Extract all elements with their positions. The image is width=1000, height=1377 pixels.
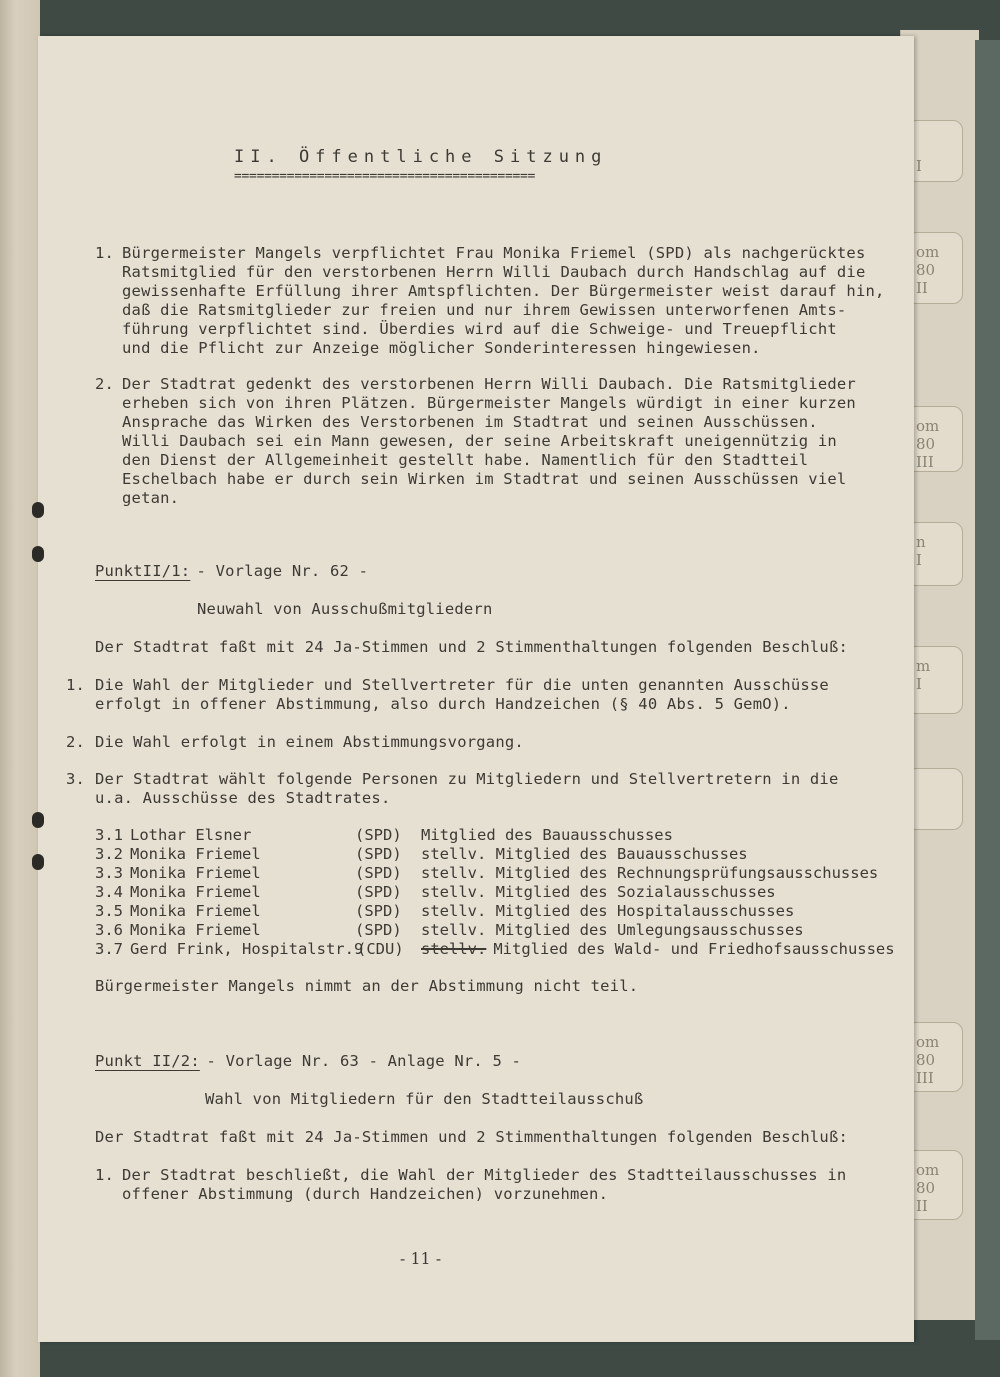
- paragraph-line: Der Stadtrat beschließt, die Wahl der Mitglieder des Stadtteilausschusses in: [122, 1166, 847, 1184]
- paragraph-line: u.a. Ausschüsse des Stadtrates.: [95, 789, 391, 807]
- member-name: Gerd Frink, Hospitalstr.9: [130, 940, 364, 958]
- index-tab-text: om: [916, 1033, 940, 1051]
- index-tab-text: om: [916, 1161, 940, 1179]
- member-role: stellv. Mitglied des Umlegungsausschusses: [421, 921, 804, 939]
- member-party: (CDU): [357, 940, 404, 958]
- page-number: - 11 -: [400, 1250, 442, 1268]
- member-name: Monika Friemel: [130, 921, 261, 939]
- index-tab-text: I: [916, 675, 922, 693]
- agenda-item-vorlage: - Vorlage Nr. 63 - Anlage Nr. 5 -: [197, 1052, 522, 1070]
- member-number: 3.2: [95, 845, 123, 863]
- note-text: Bürgermeister Mangels nimmt an der Abstimmung nicht teil.: [95, 977, 639, 995]
- binder-spine: [0, 0, 40, 1377]
- member-role: stellv. Mitglied des Bauausschusses: [421, 845, 748, 863]
- member-row: [95, 845, 748, 864]
- member-role: stellv. Mitglied des Sozialausschusses: [421, 883, 776, 901]
- index-tab-text: II: [916, 1197, 928, 1215]
- index-tab-text: 80: [916, 261, 936, 279]
- member-number: 3.6: [95, 921, 123, 939]
- paragraph-line: getan.: [122, 489, 180, 507]
- index-tab-text: om: [916, 243, 940, 261]
- member-role: stellv. Mitglied des Rechnungsprüfungsausschusses: [421, 864, 879, 882]
- member-row: [95, 940, 895, 959]
- index-tab-text: II: [916, 279, 928, 297]
- member-name: Monika Friemel: [130, 864, 261, 882]
- paragraph-line: offener Abstimmung (durch Handzeichen) vorzunehmen.: [122, 1185, 609, 1203]
- member-number: 3.7: [95, 940, 123, 958]
- agenda-item-label: PunktII/1:: [95, 562, 191, 580]
- member-party: (SPD): [355, 845, 402, 863]
- paragraph-line: erheben sich von ihren Plätzen. Bürgermeister Mangels würdigt in einer kurzen: [122, 394, 856, 412]
- paragraph-line: und die Pflicht zur Anzeige möglicher Sonderinteressen hingewiesen.: [122, 339, 761, 357]
- member-row: [95, 864, 879, 883]
- paragraph-line: Die Wahl der Mitglieder und Stellvertreter für die unten genannten Ausschüsse: [95, 676, 829, 694]
- member-role: Mitglied des Wald- und Friedhofsausschusses: [484, 940, 895, 958]
- paragraph-line: Der Stadtrat gedenkt des verstorbenen Herrn Willi Daubach. Die Ratsmitglieder: [122, 375, 856, 393]
- agenda-item-subject: Neuwahl von Ausschußmitgliedern: [197, 600, 493, 618]
- member-name: Lothar Elsner: [130, 826, 252, 844]
- paragraph-line: Eschelbach habe er durch sein Wirken im Stadtrat und seinen Ausschüssen viel: [122, 470, 847, 488]
- paragraph-line: Ansprache das Wirken des Verstorbenen im Stadtrat und seinen Ausschüssen.: [122, 413, 818, 431]
- punch-hole: [32, 854, 44, 870]
- paragraph-line: erfolgt in offener Abstimmung, also durch Handzeichen (§ 40 Abs. 5 GemO).: [95, 695, 791, 713]
- index-tab-text: n: [916, 533, 926, 551]
- item-number: 1.: [95, 244, 115, 262]
- resolution-text: Der Stadtrat faßt mit 24 Ja-Stimmen und 2 Stimmenthaltungen folgenden Beschluß:: [95, 638, 849, 656]
- paragraph-line: Willi Daubach sei ein Mann gewesen, der seine Arbeitskraft uneigennützig in: [122, 432, 837, 450]
- index-tab-text: III: [916, 453, 934, 471]
- paragraph-line: Der Stadtrat wählt folgende Personen zu Mitgliedern und Stellvertretern in die: [95, 770, 839, 788]
- member-party: (SPD): [355, 902, 402, 920]
- member-number: 3.1: [95, 826, 123, 844]
- index-tab-text: I: [916, 551, 922, 569]
- struck-out-text: stellv.: [421, 940, 487, 958]
- index-tab-text: m: [916, 657, 931, 675]
- member-number: 3.5: [95, 902, 123, 920]
- member-name: Monika Friemel: [130, 845, 261, 863]
- member-number: 3.3: [95, 864, 123, 882]
- agenda-item-label: Punkt II/2:: [95, 1052, 200, 1070]
- member-row: [95, 883, 776, 902]
- member-name: Monika Friemel: [130, 902, 261, 920]
- agenda-item-vorlage: - Vorlage Nr. 62 -: [187, 562, 369, 580]
- index-tab-text: om: [916, 417, 940, 435]
- paragraph-line: gewissenhafte Erfüllung ihrer Amtspflichten. Der Bürgermeister weist darauf hin,: [122, 282, 885, 300]
- paragraph-line: Die Wahl erfolgt in einem Abstimmungsvorgang.: [95, 733, 524, 751]
- paragraph-line: führung verpflichtet sind. Überdies wird auf die Schweige- und Treuepflicht: [122, 320, 837, 338]
- agenda-item-subject: Wahl von Mitgliedern für den Stadtteilausschuß: [205, 1090, 644, 1108]
- member-role: Mitglied des Bauausschusses: [421, 826, 673, 844]
- member-role: stellv. Mitglied des Hospitalausschusses: [421, 902, 795, 920]
- paragraph-line: den Dienst der Allgemeinheit gestellt habe. Namentlich für den Stadtteil: [122, 451, 809, 469]
- punch-hole: [32, 812, 44, 828]
- item-number: 2.: [95, 375, 115, 393]
- punch-hole: [32, 546, 44, 562]
- member-party: (SPD): [355, 883, 402, 901]
- resolution-text: Der Stadtrat faßt mit 24 Ja-Stimmen und 2 Stimmenthaltungen folgenden Beschluß:: [95, 1128, 849, 1146]
- index-tab-text: 80: [916, 435, 936, 453]
- member-party: (SPD): [355, 826, 402, 844]
- title-underline: ========================================: [234, 169, 536, 184]
- index-tab-text: 80: [916, 1051, 936, 1069]
- punch-hole: [32, 502, 44, 518]
- paragraph-line: daß die Ratsmitglieder zur freien und nur ihrem Gewissen unterworfenen Amts-: [122, 301, 847, 319]
- index-tab-text: III: [916, 1069, 934, 1087]
- member-party: (SPD): [355, 921, 402, 939]
- index-tab-text: I: [916, 157, 922, 175]
- member-row: [95, 826, 673, 845]
- item-number: 1.: [95, 1166, 115, 1184]
- item-number: 2.: [66, 733, 86, 751]
- index-tab-text: 80: [916, 1179, 936, 1197]
- member-number: 3.4: [95, 883, 123, 901]
- member-party: (SPD): [355, 864, 402, 882]
- item-number: 1.: [66, 676, 86, 694]
- paragraph-line: Ratsmitglied für den verstorbenen Herrn Willi Daubach durch Handschlag auf die: [122, 263, 866, 281]
- member-row: [95, 921, 804, 940]
- paragraph-line: Bürgermeister Mangels verpflichtet Frau Monika Friemel (SPD) als nachgerücktes: [122, 244, 866, 262]
- binder-cover-edge: [975, 40, 1000, 1340]
- item-number: 3.: [66, 770, 86, 788]
- section-title: II. Öffentliche Sitzung: [234, 147, 608, 167]
- member-row: [95, 902, 795, 921]
- member-name: Monika Friemel: [130, 883, 261, 901]
